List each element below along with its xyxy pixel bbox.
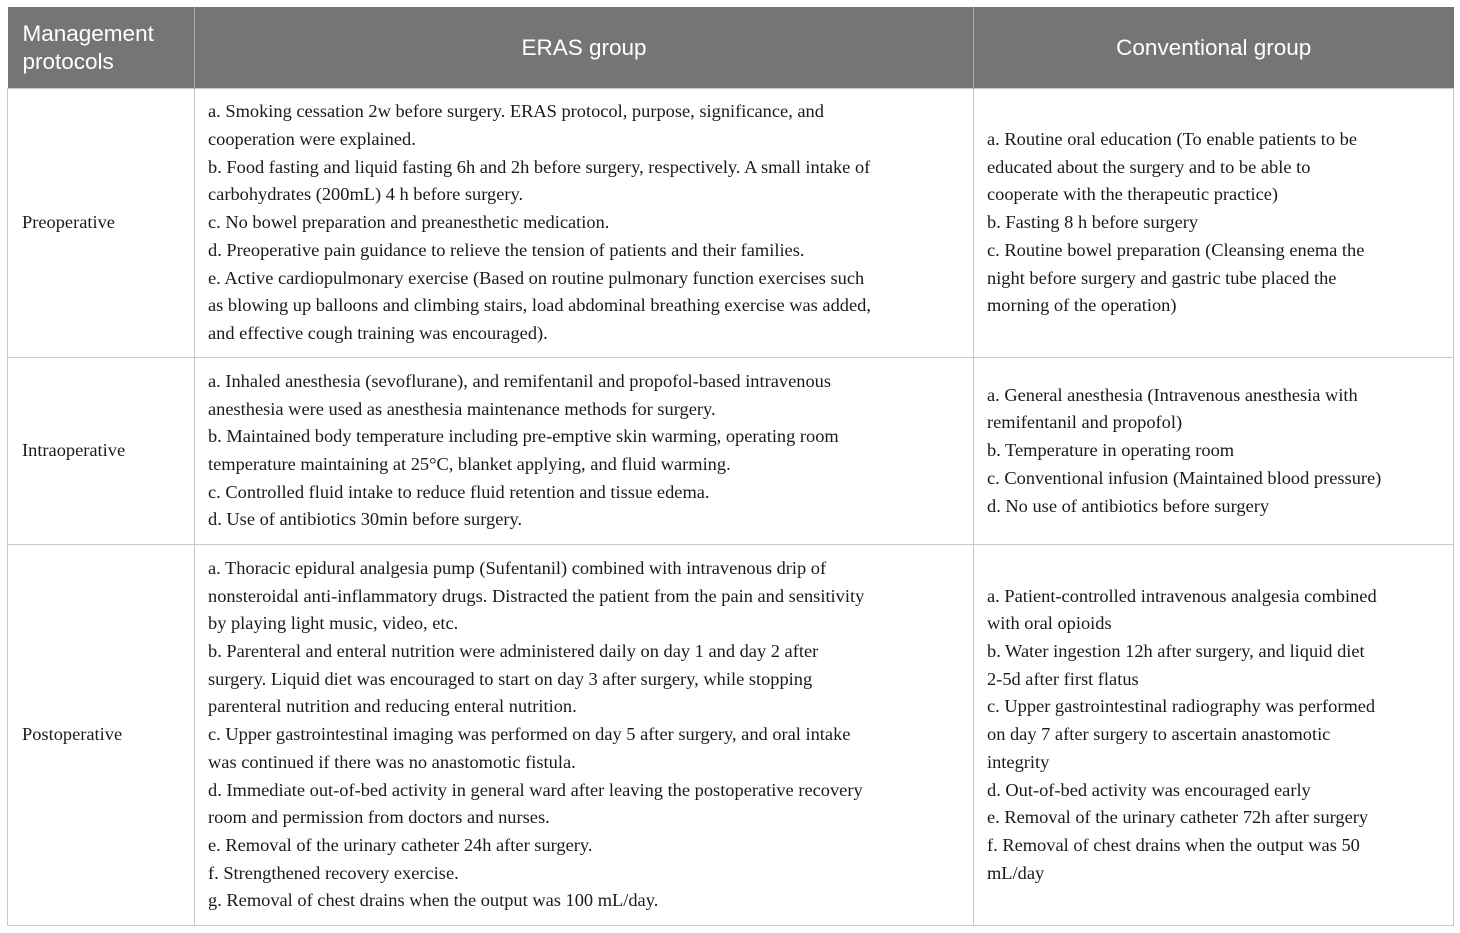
phase-cell: Postoperative <box>8 545 195 926</box>
conventional-line: educated about the surgery and to be able to <box>987 156 1311 177</box>
conventional-line: c. Upper gastrointestinal radiography was performed <box>987 696 1376 717</box>
eras-line: carbohydrates (200mL) 4 h before surgery. <box>208 184 524 205</box>
table-body <box>8 89 1454 926</box>
conventional-line: c. Routine bowel preparation (Cleansing enema the <box>987 239 1365 260</box>
conventional-cell <box>974 545 1454 926</box>
header-conventional-group: Conventional group <box>974 7 1454 89</box>
conventional-line: with oral opioids <box>987 613 1112 634</box>
table-header <box>8 7 1454 89</box>
conventional-line: e. Removal of the urinary catheter 72h after surgery <box>987 807 1369 828</box>
header-row <box>8 7 1454 89</box>
eras-line: a. Smoking cessation 2w before surgery. ERAS protocol, purpose, significance, and <box>208 101 824 122</box>
eras-line: d. Preoperative pain guidance to relieve the tension of patients and their families. <box>208 239 805 260</box>
eras-line: b. Maintained body temperature including pre-emptive skin warming, operating room <box>208 426 839 447</box>
phase-cell: Intraoperative <box>8 358 195 545</box>
eras-cell <box>195 358 974 545</box>
conventional-line: a. General anesthesia (Intravenous anesthesia with <box>987 384 1358 405</box>
eras-line: and effective cough training was encouraged). <box>208 322 548 343</box>
eras-line: temperature maintaining at 25°C, blanket applying, and fluid warming. <box>208 454 731 474</box>
eras-line: was continued if there was no anastomotic fistula. <box>208 751 576 772</box>
eras-line: c. Upper gastrointestinal imaging was performed on day 5 after surgery, and oral intake <box>208 724 851 745</box>
eras-line: b. Parenteral and enteral nutrition were administered daily on day 1 and day 2 after <box>208 641 819 662</box>
header-eras-group: ERAS group <box>195 7 974 89</box>
conventional-line: 2-5d after first flatus <box>987 668 1139 689</box>
eras-line: parenteral nutrition and reducing enteral nutrition. <box>208 696 577 717</box>
table-row <box>8 545 1454 926</box>
eras-line: c. Controlled fluid intake to reduce fluid retention and tissue edema. <box>208 481 710 502</box>
eras-line: d. Immediate out-of-bed activity in general ward after leaving the postoperative recovery <box>208 779 863 800</box>
phase-cell: Preoperative <box>8 89 195 358</box>
eras-line: surgery. Liquid diet was encouraged to start on day 3 after surgery, while stopping <box>208 668 813 689</box>
eras-line: anesthesia were used as anesthesia maintenance methods for surgery. <box>208 398 716 419</box>
eras-cell <box>195 545 974 926</box>
eras-line: f. Strengthened recovery exercise. <box>208 862 459 883</box>
conventional-line: c. Conventional infusion (Maintained blood pressure) <box>987 467 1382 488</box>
header-line: protocols <box>22 48 114 74</box>
conventional-line: b. Fasting 8 h before surgery <box>987 212 1199 233</box>
eras-line: g. Removal of chest drains when the output was 100 mL/day. <box>208 890 659 911</box>
header-line: Management <box>22 20 154 46</box>
conventional-line: on day 7 after surgery to ascertain anastomotic <box>987 724 1331 745</box>
conventional-line: b. Water ingestion 12h after surgery, and liquid diet <box>987 641 1365 662</box>
eras-line: nonsteroidal anti-inflammatory drugs. Distracted the patient from the pain and sensitivity <box>208 585 865 606</box>
eras-cell <box>195 89 974 358</box>
conventional-line: night before surgery and gastric tube placed the <box>987 267 1337 288</box>
conventional-line: remifentanil and propofol) <box>987 412 1183 433</box>
eras-line: cooperation were explained. <box>208 129 416 150</box>
eras-line: room and permission from doctors and nurses. <box>208 807 550 828</box>
eras-line: c. No bowel preparation and preanesthetic medication. <box>208 212 610 233</box>
eras-line: by playing light music, video, etc. <box>208 613 459 634</box>
protocols-table <box>7 7 1454 926</box>
conventional-line: mL/day <box>987 862 1045 883</box>
conventional-line: b. Temperature in operating room <box>987 440 1235 461</box>
table-row <box>8 89 1454 358</box>
conventional-cell <box>974 89 1454 358</box>
conventional-line: a. Routine oral education (To enable patients to be <box>987 129 1357 150</box>
conventional-line: f. Removal of chest drains when the output was 50 <box>987 834 1360 855</box>
eras-line: d. Use of antibiotics 30min before surgery. <box>208 509 523 530</box>
eras-line: as blowing up balloons and climbing stairs, load abdominal breathing exercise was added, <box>208 295 871 316</box>
eras-line: e. Active cardiopulmonary exercise (Based on routine pulmonary function exercises such <box>208 267 865 288</box>
conventional-line: morning of the operation) <box>987 295 1177 316</box>
eras-line: a. Thoracic epidural analgesia pump (Sufentanil) combined with intravenous drip of <box>208 557 827 578</box>
eras-line: b. Food fasting and liquid fasting 6h and 2h before surgery, respectively. A small intake of <box>208 156 871 177</box>
eras-line: a. Inhaled anesthesia (sevoflurane), and remifentanil and propofol-based intravenous <box>208 370 832 391</box>
header-management-protocols <box>8 7 195 89</box>
conventional-line: d. No use of antibiotics before surgery <box>987 495 1270 516</box>
conventional-cell <box>974 358 1454 545</box>
conventional-line: integrity <box>987 751 1050 772</box>
conventional-line: cooperate with the therapeutic practice) <box>987 184 1279 205</box>
table-row <box>8 358 1454 545</box>
conventional-line: d. Out-of-bed activity was encouraged early <box>987 779 1311 800</box>
eras-line: e. Removal of the urinary catheter 24h after surgery. <box>208 834 593 855</box>
conventional-line: a. Patient-controlled intravenous analgesia combined <box>987 585 1377 606</box>
